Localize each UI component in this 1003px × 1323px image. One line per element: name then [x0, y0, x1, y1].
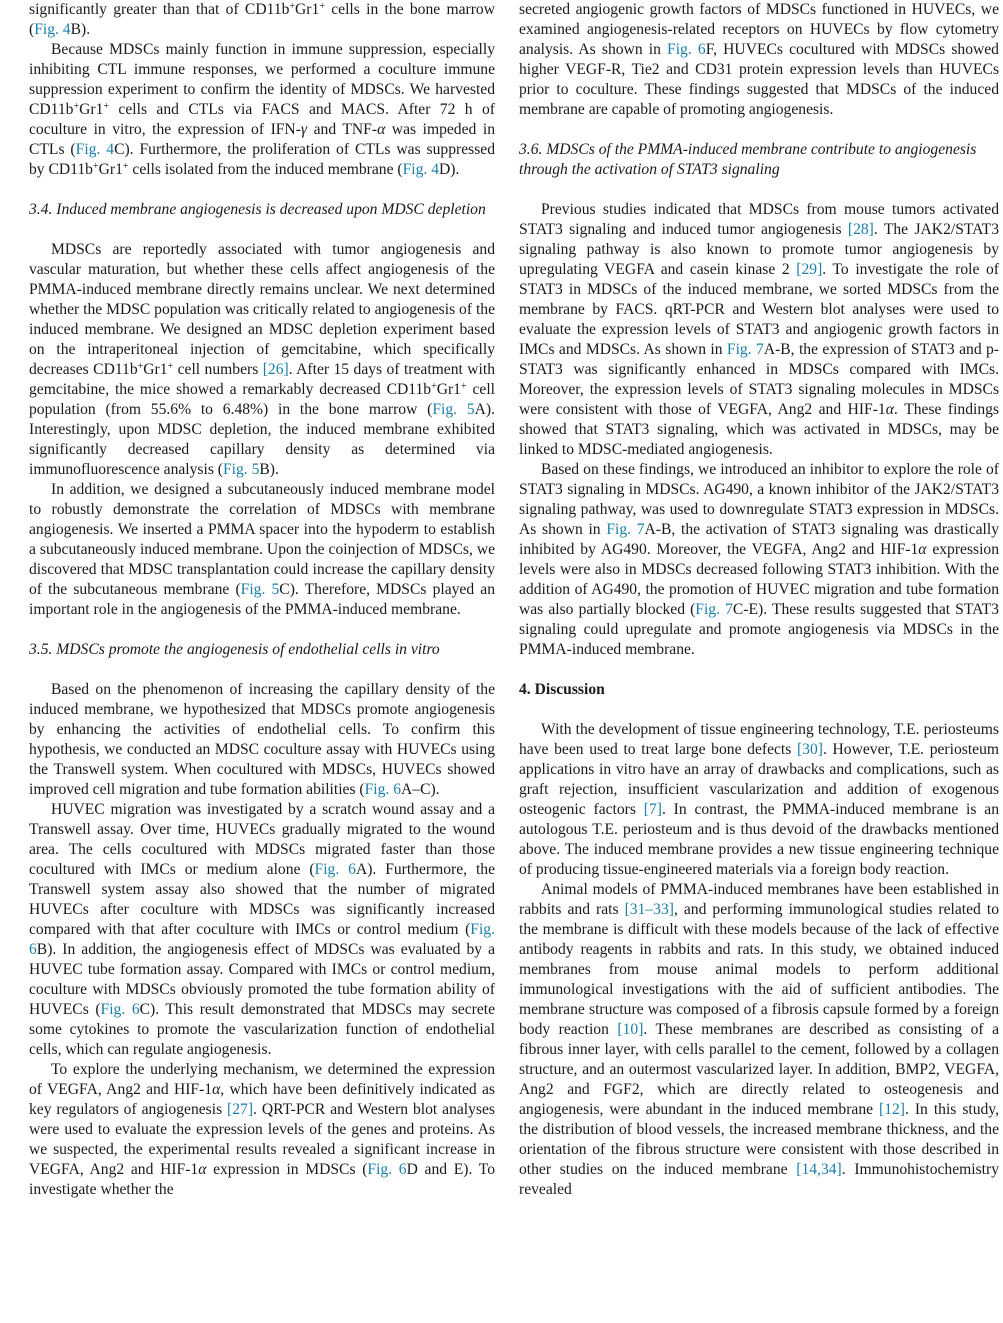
- text-run: To explore the underlying mechanism, we determined the expression of VEGFA, Ang2 and HIF-1: [29, 1061, 495, 1098]
- text-run: Because MDSCs mainly function in immune suppression, especially inhibiting CTL immune responses, we performed a coculture immune suppression experiment to confirm the identity of MDSCs. We harvested CD11b: [29, 41, 495, 118]
- text-run: . After 15 days of treatment with gemcitabine, the mice showed a remarkably decreased CD11b: [29, 361, 495, 398]
- text-run: Gr1: [79, 101, 104, 118]
- text-run: secreted angiogenic growth factors of MDSCs functioned in HUVECs, we examined angiogenesis-related receptors on HUVECs by flow cytometry analysis. As shown in: [519, 1, 999, 58]
- citation-link[interactable]: [28]: [847, 221, 874, 238]
- text-run: B).: [70, 21, 91, 38]
- text-run: A). Furthermore, the Transwell system assay also showed that the number of migrated HUVECs after coculture with MDSCs was significantly increased compared with that after coculture with IMCs or control medium (: [29, 861, 495, 938]
- superscript: +: [73, 101, 80, 112]
- text-run: C). Therefore, MDSCs played an important role in the angiogenesis of the PMMA-induced membrane.: [29, 581, 495, 618]
- paragraph: [29, 680, 495, 800]
- text-run: cell numbers: [173, 361, 263, 378]
- paragraph: [29, 1060, 495, 1200]
- text-run: Gr1: [436, 381, 461, 398]
- superscript: +: [92, 161, 99, 172]
- text-run: F, HUVECs cocultured with MDSCs showed higher VEGF-R, Tie2 and CD31 protein expression levels than HUVECs prior to coculture. These findings suggested that MDSCs of the induced membrane are capable of promoting angiogenesis.: [519, 41, 999, 118]
- text-run: cell population (from 55.6% to 6.48%) in the bone marrow (: [29, 381, 496, 418]
- figure-link[interactable]: Fig. 6: [29, 921, 495, 958]
- figure-link[interactable]: Fig. 4: [402, 161, 440, 178]
- text-run: A-B, the activation of STAT3 signaling was drastically inhibited by AG490. Moreover, the VEGFA, Ang2 and HIF-1: [519, 521, 999, 558]
- text-run: Gr1: [98, 161, 123, 178]
- superscript: +: [431, 381, 437, 392]
- text-run: A–C).: [401, 781, 440, 798]
- citation-link[interactable]: [30]: [796, 741, 823, 758]
- superscript: +: [460, 381, 467, 392]
- paragraph: [29, 800, 495, 1060]
- paragraph: [519, 200, 999, 460]
- text-run: . These findings showed that STAT3 signaling, which was activated in MDSCs, may be linked to MDSC-mediated angiogenesis.: [519, 401, 1000, 458]
- text-run: Based on the phenomenon of increasing the capillary density of the induced membrane, we hypothesized that MDSCs promote angiogenesis by enhancing the activities of endothelial cells. To confirm this hypothesis, we conducted an MDSC coculture assay with HUVECs using the Transwell system. When cocultured with MDSCs, HUVECs showed improved cell migration and tube formation abilities (: [29, 681, 495, 798]
- figure-link[interactable]: Fig. 4: [34, 21, 71, 38]
- greek-symbol: α: [212, 1081, 221, 1098]
- figure-link[interactable]: Fig. 5: [240, 581, 280, 598]
- text-run: expression levels were also in MDSCs decreased following STAT3 inhibition. With the addition of AG490, the promotion of HUVEC migration and tube formation was also partially blocked (: [519, 541, 1000, 618]
- figure-link[interactable]: Fig. 6: [314, 861, 356, 878]
- text-run: and TNF-: [307, 121, 378, 138]
- paragraph: [29, 480, 495, 620]
- paragraph: [29, 0, 495, 40]
- text-run: MDSCs are reportedly associated with tumor angiogenesis and vascular maturation, but whether these cells affect angiogenesis of the PMMA-induced membrane directly remains unclear. We next determined whether the MDSC population was critically related to angiogenesis of the induced membrane. We designed an MDSC depletion experiment based on the intraperitoneal injection of gemcitabine, which specifically decreases CD11b: [29, 241, 495, 378]
- text-run: Animal models of PMMA-induced membranes have been established in rabbits and rats: [519, 881, 999, 918]
- text-run: cells isolated from the induced membrane (: [128, 161, 403, 178]
- greek-symbol: α: [918, 541, 927, 558]
- text-run: Based on these findings, we introduced an inhibitor to explore the role of STAT3 signaling in MDSCs. AG490, a known inhibitor of the JAK2/STAT3 signaling pathway, was used to downregulate STAT3 expression in MDSCs. As shown in: [519, 461, 999, 538]
- greek-symbol: γ: [300, 121, 308, 138]
- paragraph: [519, 720, 999, 880]
- text-run: Previous studies indicated that MDSCs from mouse tumors activated STAT3 signaling and induced tumor angiogenesis: [519, 201, 999, 238]
- text-run: Gr1: [295, 1, 320, 18]
- section-heading: 4. Discussion: [519, 681, 605, 698]
- text-run: . In this study, the distribution of blood vessels, the increased membrane thickness, and the orientation of the fibrous structure were consistent with those described in other studies on the induced membrane: [519, 1101, 999, 1178]
- figure-link[interactable]: Fig. 7: [606, 521, 645, 538]
- citation-link[interactable]: [14,34]: [796, 1161, 842, 1178]
- citation-link[interactable]: [10]: [617, 1021, 644, 1038]
- paragraph: [519, 0, 999, 120]
- citation-link[interactable]: [31–33]: [624, 901, 674, 918]
- figure-link[interactable]: Fig. 5: [223, 461, 260, 478]
- paragraph: [29, 240, 495, 480]
- citation-link[interactable]: [27]: [227, 1101, 254, 1118]
- text-run: . QRT-PCR and Western blot analyses were used to evaluate the expression levels of the genes and proteins. As we suspected, the experimental results revealed a significant increase in VEGFA, Ang2 and HIF-1: [29, 1101, 495, 1178]
- text-run: C). This result demonstrated that MDSCs may secrete some cytokines to promote the vascularization function of endothelial cells, which can regulate angiogenesis.: [29, 1001, 495, 1058]
- text-run: . These membranes are described as consisting of a fibrous inner layer, with cells parallel to the cement, followed by a collagen structure, and an outermost vascularized layer. In addition, BMP2, VEGFA, Ang2 and FGF2, which are directly related to osteogenesis and angiogenesis, were abundant in the induced membrane: [519, 1021, 1000, 1118]
- text-run: . In contrast, the PMMA-induced membrane is an autologous T.E. periosteum and is thus devoid of the drawbacks mentioned above. The induced membrane provides a new tissue engineering technique of producing tissue-engineered materials via a foreign body reaction.: [519, 801, 999, 878]
- superscript: +: [319, 1, 325, 12]
- figure-link[interactable]: Fig. 6: [667, 41, 706, 58]
- figure-link[interactable]: Fig. 4: [75, 141, 115, 158]
- text-run: . Immunohistochemistry revealed: [519, 1161, 999, 1198]
- text-run: . To investigate the role of STAT3 in MDSCs of the induced membrane, we sorted MDSCs from the membrane by FACS. qRT-PCR and Western blot analyses were used to evaluate the expression levels of STAT3 and angiogenic growth factors in IMCs and MDSCs. As shown in: [519, 261, 1000, 358]
- subsection-heading: 3.4. Induced membrane angiogenesis is decreased upon MDSC depletion: [29, 201, 486, 218]
- text-run: cells and CTLs via FACS and MACS. After 72 h of coculture in vitro, the expression of IFN-: [29, 101, 495, 138]
- text-run: significantly greater than that of CD11b: [29, 1, 290, 18]
- paragraph: [519, 460, 999, 660]
- text-run: C). Furthermore, the proliferation of CTLs was suppressed by CD11b: [29, 141, 495, 178]
- text-run: C-E). These results suggested that STAT3 signaling could upregulate and promote angiogenesis via MDSCs in the PMMA-induced membrane.: [519, 601, 999, 658]
- greek-symbol: α: [885, 401, 894, 418]
- text-run: A-B, the expression of STAT3 and p-STAT3 was significantly enhanced in MDSCs compared with IMCs. Moreover, the expression levels of STAT3 signaling molecules in MDSCs were consistent with those of VEGFA, Ang2 and HIF-1: [519, 341, 1000, 418]
- superscript: +: [103, 101, 110, 112]
- figure-link[interactable]: Fig. 6: [364, 781, 402, 798]
- left-column: [29, 0, 495, 1200]
- paragraph: [519, 880, 999, 1200]
- citation-link[interactable]: [26]: [262, 361, 289, 378]
- paragraph: [29, 40, 495, 180]
- superscript: +: [289, 1, 296, 12]
- text-run: A). Interestingly, upon MDSC depletion, the induced membrane exhibited significantly decreased capillary density as determined via immunofluorescence analysis (: [29, 401, 495, 478]
- text-run: D and E). To investigate whether the: [29, 1161, 495, 1198]
- figure-link[interactable]: Fig. 5: [432, 401, 475, 418]
- citation-link[interactable]: [7]: [643, 801, 662, 818]
- subsection-heading: 3.5. MDSCs promote the angiogenesis of endothelial cells in vitro: [29, 641, 440, 658]
- subsection-heading: 3.6. MDSCs of the PMMA-induced membrane contribute to angiogenesis through the activation of STAT3 signaling: [519, 141, 977, 178]
- greek-symbol: α: [377, 121, 386, 138]
- figure-link[interactable]: Fig. 6: [367, 1161, 407, 1178]
- text-run: , which have been definitively indicated as key regulators of angiogenesis: [29, 1081, 495, 1118]
- superscript: +: [137, 361, 144, 372]
- greek-symbol: α: [198, 1161, 207, 1178]
- citation-link[interactable]: [12]: [879, 1101, 905, 1118]
- text-run: B).: [259, 461, 279, 478]
- text-run: HUVEC migration was investigated by a scratch wound assay and a Transwell assay. Over time, HUVECs gradually migrated to the wound area. The cells cocultured with MDSCs migrated faster than those cocultured with IMCs or medium alone (: [29, 801, 495, 878]
- text-run: . However, T.E. periosteum applications in vitro have an array of drawbacks and complications, such as graft rejection, insufficient vascularization and addition of exogenous osteogenic factors: [519, 741, 999, 818]
- text-run: , and performing immunological studies related to the membrane is difficult with these models because of the lack of effective antibody reagents in rabbits and rats. In this study, we obtained induced membranes from mouse animal models to perform additional immunological investigations with the aid of sufficient antibodies. The membrane structure was composed of a fibrosis capsule formed by a foreign body reaction: [519, 901, 999, 1038]
- text-run: In addition, we designed a subcutaneously induced membrane model to robustly demonstrate the correlation of MDSCs with membrane angiogenesis. We inserted a PMMA spacer into the hypoderm to establish a subcutaneously induced membrane. Upon the coinjection of MDSCs, we discovered that MDSC transplantation could increase the capillary density of the subcutaneous membrane (: [29, 481, 495, 598]
- text-run: D).: [439, 161, 460, 178]
- figure-link[interactable]: Fig. 7: [726, 341, 764, 358]
- text-run: expression in MDSCs (: [206, 1161, 368, 1178]
- text-run: was impeded in CTLs (: [29, 121, 495, 158]
- figure-link[interactable]: Fig. 6: [100, 1001, 140, 1018]
- text-run: . The JAK2/STAT3 signaling pathway is also known to promote tumor angiogenesis by upregulating VEGFA and casein kinase 2: [519, 221, 1000, 278]
- superscript: +: [122, 161, 129, 172]
- text-run: With the development of tissue engineering technology, T.E. periosteums have been used to treat large bone defects: [519, 721, 999, 758]
- citation-link[interactable]: [29]: [796, 261, 823, 278]
- superscript: +: [167, 361, 174, 372]
- text-run: cells in the bone marrow (: [29, 1, 495, 38]
- right-column: [519, 0, 999, 1200]
- text-run: Gr1: [143, 361, 168, 378]
- figure-link[interactable]: Fig. 7: [695, 601, 733, 618]
- text-run: B). In addition, the angiogenesis effect of MDSCs was evaluated by a HUVEC tube formation assay. Compared with IMCs or control medium, coculture with MDSCs obviously promoted the tube formation ability of HUVECs (: [29, 941, 495, 1018]
